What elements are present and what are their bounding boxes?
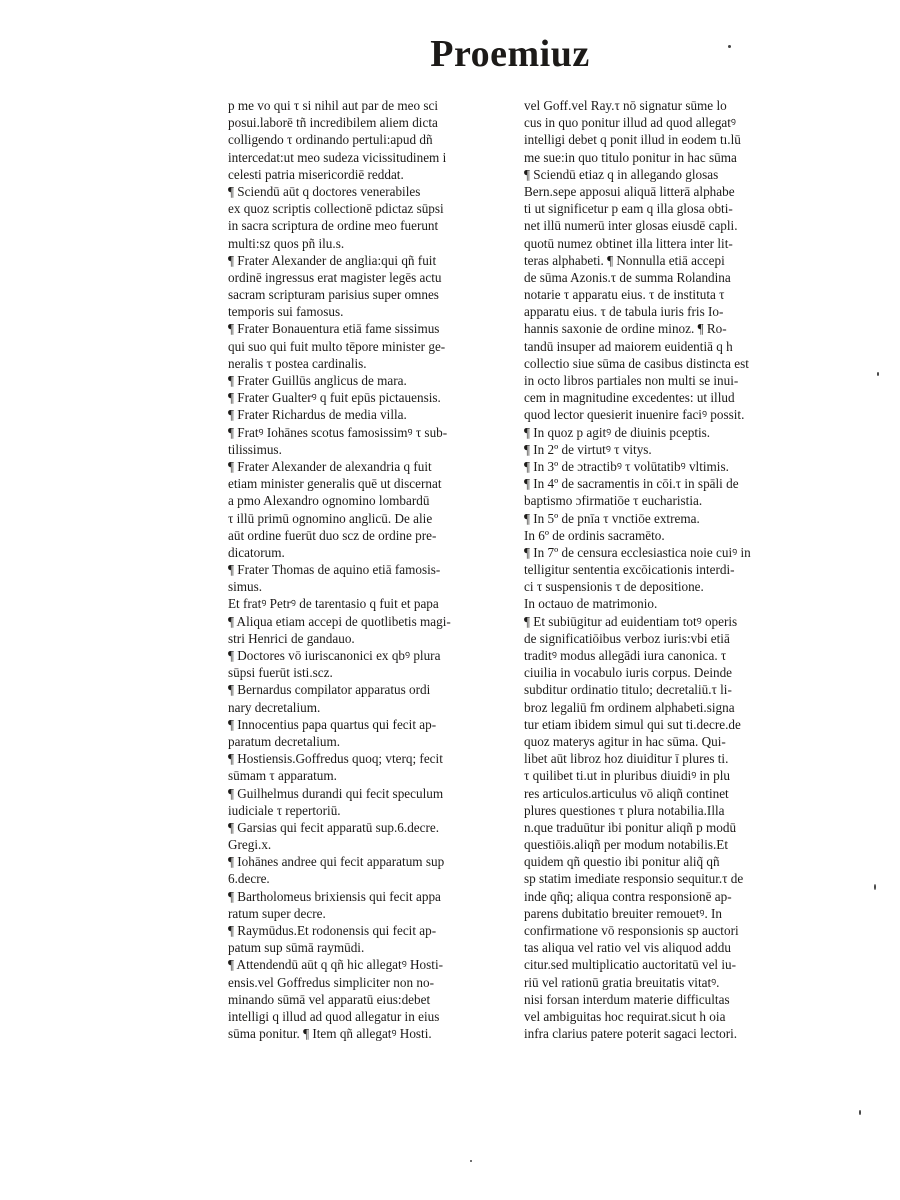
text-line: patum sup sūmā raymūdi. — [228, 940, 365, 956]
text-line: ¶ Sciendū etiaz q in allegando glosas — [524, 166, 719, 182]
text-line: Et fratꝰ Petrꝰ de tarentasio q fuit et papa — [228, 596, 439, 612]
text-line: de sūma Azonis.τ de summa Rolandina — [524, 269, 731, 285]
text-line: ordinē ingressus erat magister legēs actu — [228, 269, 442, 285]
text-line: τ illū primū ognomino anglicū. De alie — [228, 510, 433, 526]
text-column-right — [524, 97, 782, 1042]
text-line: sūma ponitur. ¶ Item qñ allegatꝰ Hosti. — [228, 1026, 432, 1042]
text-line: plures questiones τ plura notabilia.Illa — [524, 802, 725, 818]
text-line: colligendo τ ordinando pertuli:apud dñ — [228, 132, 433, 148]
text-line: riū vel rationū gratia breuitatis vitatꝰ. — [524, 974, 720, 990]
text-line: sūpsi fuerūt isti.scz. — [228, 665, 333, 681]
text-line: tas aliqua vel ratio vel vis aliquod addu — [524, 940, 731, 956]
text-line: quidem qñ questio ibi ponitur aliq̃ qñ — [524, 854, 720, 870]
text-line: libet aūt libroz hoz diuiditur ī plures ti. — [524, 751, 729, 767]
text-line: quotū numez obtinet illa littera inter lit- — [524, 235, 733, 251]
text-line: ¶ Frater Bonauentura etiā fame sissimus — [228, 321, 440, 337]
text-line: ex quoz scriptis collectionē pdictaz sūpsi — [228, 201, 444, 217]
text-line: In 6º de ordinis sacramēto. — [524, 527, 665, 543]
text-line: sp statim imediate responsio sequitur.τ de — [524, 871, 744, 887]
text-line: simus. — [228, 579, 263, 595]
text-line: vel Goff.vel Ray.τ nō signatur sūme lo — [524, 98, 727, 113]
text-line: ¶ Frater Gualterꝰ q fuit epūs pictauensis. — [228, 390, 441, 406]
text-line: tilissimus. — [228, 441, 282, 457]
text-line: baptismo ɔfirmatiōe τ eucharistia. — [524, 493, 703, 509]
text-line: dicatorum. — [228, 544, 285, 560]
text-line: inde qñq; aliqua contra responsionē ap- — [524, 888, 732, 904]
text-line: aūt ordine fuerūt duo scz de ordine pre- — [228, 527, 437, 543]
text-line: tandū insuper ad maiorem euidentiā q h — [524, 338, 733, 354]
text-line: Gregi.x. — [228, 837, 272, 853]
text-line: quod lector quesierit inuenire faciꝰ possit. — [524, 407, 745, 423]
text-line: res articulos.articulus vō aliqñ continet — [524, 785, 729, 801]
text-line: hannis saxonie de ordine minoz. ¶ Ro- — [524, 321, 727, 337]
text-line: ¶ Frater Guillūs anglicus de mara. — [228, 373, 407, 388]
text-line: citur.sed multiplicatio auctoritatū vel iu- — [524, 957, 737, 973]
text-line: ¶ Frater Alexander de anglia:qui qñ fuit — [228, 252, 437, 268]
text-line: ¶ In 4º de sacramentis in cōi.τ in spāli de — [524, 476, 739, 492]
text-line: ¶ Sciendū aūt q doctores venerabiles — [228, 183, 421, 199]
text-line: intercedat:ut meo sudeza vicissitudinem i — [228, 149, 447, 165]
text-line: neralis τ postea cardinalis. — [228, 355, 367, 371]
text-line: intelligi debet q ponit illud in eodem tı.lū — [524, 132, 741, 148]
text-line: multi:sz quos pñ ilu.s. — [228, 235, 345, 251]
text-line: nisi forsan interdum materie difficultas — [524, 991, 730, 1007]
text-line: Bern.sepe apposui aliquā litterā alphabe — [524, 183, 735, 199]
text-line: ¶ In 2º de virtutꝰ τ vitys. — [524, 441, 652, 457]
text-column-left — [228, 97, 490, 1042]
text-line: ¶ Innocentius papa quartus qui fecit ap- — [228, 716, 437, 732]
text-line: traditꝰ modus allegādi iura canonica. τ — [524, 648, 727, 663]
text-line: n.que traduūtur ibi ponitur aliqñ p modū — [524, 819, 737, 835]
text-line: subditur ordinatio titulo; decretaliū.τ li- — [524, 682, 732, 698]
text-line: ¶ In 3º de ɔtractibꝰ τ volūtatibꝰ vltimis. — [524, 458, 729, 474]
text-line: ¶ Garsias qui fecit apparatū sup.6.decre. — [228, 819, 440, 835]
text-line: broz legaliū fm ordinem alphabeti.signa — [524, 699, 735, 715]
text-line: ratum super decre. — [228, 905, 326, 921]
text-line: minando sūmā vel apparatū eius:debet — [228, 991, 431, 1007]
text-line: ¶ Iohānes andree qui fecit apparatum sup — [228, 854, 445, 870]
text-line: p me vo qui τ si nihil aut par de meo sci — [228, 98, 439, 113]
text-line: τ quilibet ti.ut in pluribus diuidiꝰ in plu — [524, 768, 730, 784]
text-line: ¶ Bartholomeus brixiensis qui fecit appa — [228, 888, 441, 904]
text-line: me sue:in quo titulo ponitur in hac sūma — [524, 149, 737, 165]
text-line: ¶ Fratꝰ Iohānes scotus famosissimꝰ τ sub- — [228, 424, 448, 440]
text-line: In octauo de matrimonio. — [524, 596, 658, 612]
text-line: telligitur sententia excōicationis interdi- — [524, 562, 735, 578]
text-line: teras alphabeti. ¶ Nonnulla etiā accepi — [524, 252, 725, 268]
text-line: ¶ In 5º de pnīa τ vnctiōe extrema. — [524, 510, 700, 526]
text-line: a pmo Alexandro ognomino lombardū — [228, 493, 430, 509]
text-line: ¶ In 7º de censura ecclesiastica noie cuiꝰ in — [524, 544, 751, 560]
text-line: 6.decre. — [228, 871, 270, 887]
text-line: ¶ Et subiūgitur ad euidentiam totꝰ operis — [524, 613, 738, 629]
text-line: in octo libros partiales non multi se inui- — [524, 373, 739, 388]
text-line: celesti patria misericordiē reddat. — [228, 166, 404, 182]
text-line: temporis sui famosus. — [228, 304, 344, 320]
text-line: sacram scripturam parisius super omnes — [228, 287, 439, 303]
text-line: paratum decretalium. — [228, 733, 341, 749]
text-line: ¶ In quoz p agitꝰ de diuinis pceptis. — [524, 424, 711, 440]
text-line: questiōis.aliqñ per modum notabilis.Et — [524, 837, 729, 853]
text-line: ci τ suspensionis τ de depositione. — [524, 579, 704, 595]
text-line: ensis.vel Goffredus simpliciter non no- — [228, 974, 434, 990]
ink-speck — [877, 372, 879, 376]
text-line: collectio siue sūma de casibus distincta est — [524, 355, 749, 371]
text-line: quoz materys agitur in hac sūma. Qui- — [524, 733, 726, 749]
text-line: in sacra scriptura de ordine meo fuerunt — [228, 218, 439, 234]
text-line: tur etiam ibidem simul qui sut ti.decre.de — [524, 716, 741, 732]
text-line: apparatu eius. τ de tabula iuris fris Io- — [524, 304, 724, 320]
text-line: ¶ Hostiensis.Goffredus quoq; vterq; fecit — [228, 751, 443, 767]
text-line: ¶ Guilhelmus durandi qui fecit speculum — [228, 785, 444, 801]
ink-speck — [859, 1110, 861, 1115]
text-line: vel ambiguitas hoc requirat.sicut h oia — [524, 1008, 726, 1024]
text-line: cem in magnitudine excedentes: ut illud — [524, 390, 735, 406]
text-line: infra clarius patere poterit sagaci lectori. — [524, 1026, 738, 1042]
ink-speck — [728, 45, 731, 48]
text-line: parens dubitatio breuiter remouetꝰ. In — [524, 905, 723, 921]
text-line: ¶ Doctores vō iuriscanonici ex qbꝰ plura — [228, 648, 441, 663]
text-line: qui suo qui fuit multo tēpore minister ge- — [228, 338, 446, 354]
text-line: etiam minister generalis quē ut discernat — [228, 476, 442, 492]
text-line: stri Henrici de gandauo. — [228, 630, 355, 646]
text-line: ¶ Frater Richardus de media villa. — [228, 407, 407, 423]
ink-speck — [470, 1160, 472, 1162]
page-title: Proemiuz — [430, 33, 590, 75]
text-line: iudiciale τ repertoriū. — [228, 802, 341, 818]
text-line: cus in quo ponitur illud ad quod allegatꝰ — [524, 115, 736, 131]
text-line: ciuilia in vocabulo iuris corpus. Deinde — [524, 665, 733, 681]
text-line: ¶ Frater Thomas de aquino etiā famosis- — [228, 562, 441, 578]
text-line: ¶ Aliqua etiam accepi de quotlibetis magi- — [228, 613, 451, 629]
text-line: ¶ Frater Alexander de alexandria q fuit — [228, 458, 432, 474]
text-line: net illū numerū inter glosas eiusdē capli. — [524, 218, 738, 234]
text-line: ¶ Attendendū aūt q qñ hic allegatꝰ Hosti- — [228, 957, 444, 973]
text-line: ¶ Bernardus compilator apparatus ordi — [228, 682, 431, 698]
text-line: nary decretalium. — [228, 699, 321, 715]
text-line: notarie τ apparatu eius. τ de instituta τ — [524, 287, 725, 303]
text-line: sūmam τ apparatum. — [228, 768, 337, 784]
ink-speck — [874, 884, 876, 890]
text-line: confirmatione vō responsionis sp auctori — [524, 923, 739, 938]
text-line: intelligi q illud ad quod allegatur in eius — [228, 1008, 440, 1024]
text-line: de significatiōibus verboz iuris:vbi etiā — [524, 630, 730, 646]
text-line: ti ut significetur p eam q illa glosa obti- — [524, 201, 733, 217]
text-line: posui.laborē tñ incredibilem aliem dicta — [228, 115, 438, 131]
text-line: ¶ Raymūdus.Et rodonensis qui fecit ap- — [228, 923, 437, 938]
